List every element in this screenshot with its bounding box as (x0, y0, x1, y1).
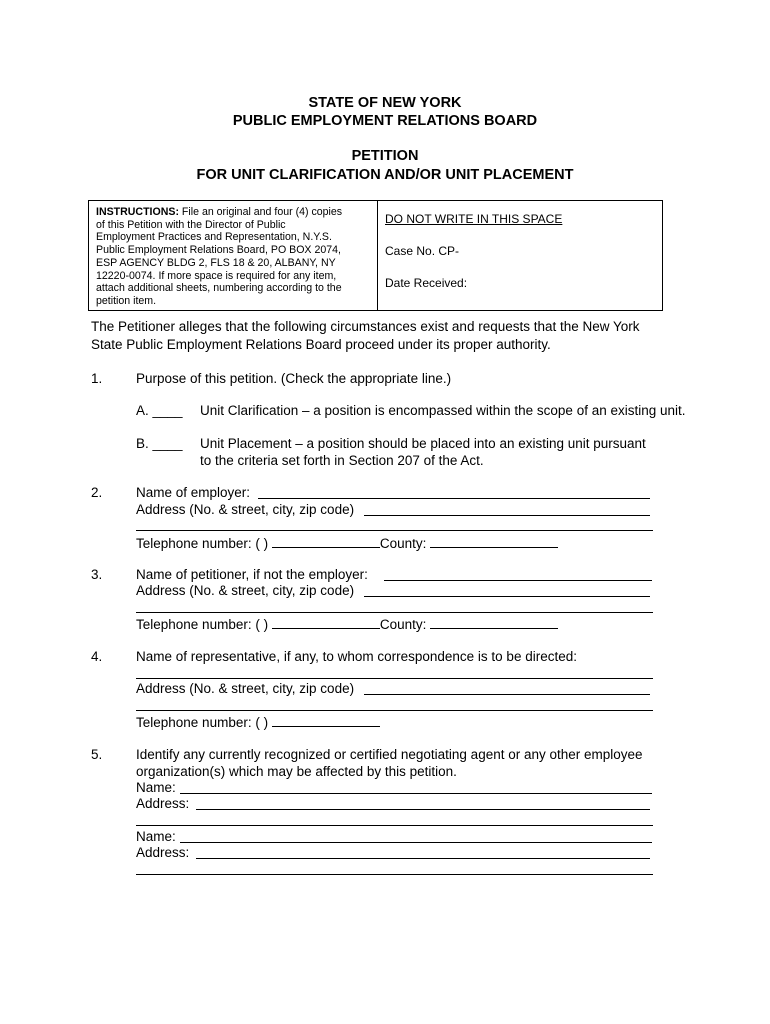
state-heading: STATE OF NEW YORK (308, 95, 462, 111)
employer-county-line[interactable] (430, 534, 558, 548)
agent-address-line-2[interactable] (136, 825, 653, 826)
instructions-line: Employment Practices and Representation, N.Y.S. (96, 231, 332, 244)
agent-name-label: Name: (136, 829, 176, 844)
item-number: 4. (91, 649, 103, 664)
instructions-label: INSTRUCTIONS: (96, 206, 179, 218)
agent-address-label: Address: (136, 845, 190, 860)
instructions-line: petition item. (96, 294, 157, 307)
petitioner-address-label: Address (No. & street, city, zip code) (136, 583, 355, 598)
option-b-text: to the criteria set forth in Section 207 of the Act. (200, 453, 484, 468)
option-a-checkline[interactable]: A. ____ (136, 403, 183, 418)
date-received-field: Date Received: (385, 276, 468, 290)
petitioner-phone-label: Telephone number: ( ) (136, 617, 269, 632)
agent-name-line[interactable] (180, 842, 652, 843)
agent-address-label: Address: (136, 796, 190, 811)
agent-name-line[interactable] (180, 793, 652, 794)
office-use-heading: DO NOT WRITE IN THIS SPACE (385, 212, 563, 226)
representative-name-line[interactable] (136, 678, 653, 679)
instructions-line: 12220-0074. If more space is required for any item, (96, 269, 337, 282)
box-divider (377, 201, 378, 310)
instructions-line: Public Employment Relations Board, PO BOX 2074, (96, 244, 341, 257)
petitioner-name-line[interactable] (384, 580, 652, 581)
intro-line: The Petitioner alleges that the following circumstances exist and requests that the New York (91, 319, 640, 334)
representative-phone-line[interactable] (272, 713, 380, 727)
agent-identify-label: Identify any currently recognized or certified negotiating agent or any other employee (136, 747, 643, 762)
employer-name-label: Name of employer: (136, 485, 251, 500)
option-a-text: Unit Clarification – a position is encompassed within the scope of an existing unit. (200, 403, 686, 418)
instructions-text (96, 206, 378, 308)
instructions-line: File an original and four (4) copies (178, 206, 343, 218)
purpose-label: Purpose of this petition. (Check the appropriate line.) (136, 371, 452, 386)
instruction-box (88, 200, 663, 311)
employer-name-line[interactable] (258, 498, 650, 499)
case-number-field: Case No. CP- (385, 244, 460, 258)
agent-identify-label: organization(s) which may be affected by this petition. (136, 764, 457, 779)
item-number: 2. (91, 485, 103, 500)
option-b-text: Unit Placement – a position should be placed into an existing unit pursuant (200, 436, 646, 451)
agent-name-label: Name: (136, 780, 176, 795)
representative-address-label: Address (No. & street, city, zip code) (136, 681, 355, 696)
representative-label: Name of representative, if any, to whom correspondence is to be directed: (136, 649, 577, 664)
intro-line: State Public Employment Relations Board proceed under its proper authority. (91, 337, 551, 352)
petition-subtitle: FOR UNIT CLARIFICATION AND/OR UNIT PLACEMENT (196, 167, 574, 183)
employer-phone-label: Telephone number: ( ) (136, 536, 269, 551)
petitioner-address-line[interactable] (364, 596, 650, 597)
agent-address-line-2[interactable] (136, 874, 653, 875)
option-b-checkline[interactable]: B. ____ (136, 436, 183, 451)
representative-address-line-2[interactable] (136, 710, 653, 711)
employer-phone-row (136, 534, 558, 553)
item-number: 1. (91, 371, 103, 386)
board-heading: PUBLIC EMPLOYMENT RELATIONS BOARD (232, 113, 538, 129)
instructions-line: of this Petition with the Director of Public (96, 218, 286, 231)
instructions-line: ESP AGENCY BLDG 2, FLS 18 & 20, ALBANY, NY (96, 256, 336, 269)
petitioner-phone-row (136, 615, 558, 634)
petitioner-county-line[interactable] (430, 615, 558, 629)
item-number: 3. (91, 567, 103, 582)
petition-heading: PETITION (351, 148, 419, 164)
representative-phone-label: Telephone number: ( ) (136, 715, 269, 730)
employer-address-label: Address (No. & street, city, zip code) (136, 502, 355, 517)
employer-address-line[interactable] (364, 515, 650, 516)
employer-county-label: County: (379, 536, 427, 551)
representative-phone-row (136, 713, 380, 732)
petitioner-address-line-2[interactable] (136, 612, 653, 613)
agent-address-line[interactable] (196, 858, 650, 859)
agent-address-line[interactable] (196, 809, 650, 810)
employer-address-line-2[interactable] (136, 530, 653, 531)
petitioner-name-label: Name of petitioner, if not the employer: (136, 567, 368, 582)
petitioner-county-label: County: (379, 617, 427, 632)
representative-address-line[interactable] (364, 694, 650, 695)
item-number: 5. (91, 747, 103, 762)
instructions-line: attach additional sheets, numbering according to the (96, 282, 342, 295)
employer-phone-line[interactable] (272, 534, 380, 548)
petitioner-phone-line[interactable] (272, 615, 380, 629)
